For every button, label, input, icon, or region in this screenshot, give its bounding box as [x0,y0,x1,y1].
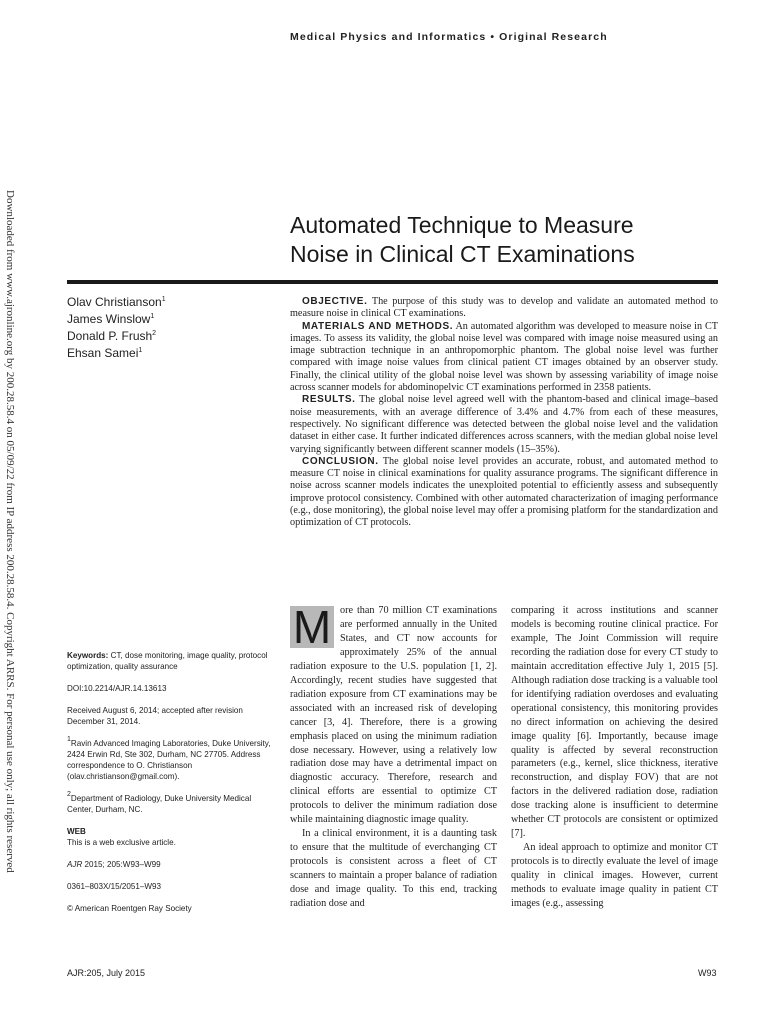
abstract [290,296,718,530]
author: Olav Christianson$^1$ [67,295,166,309]
abstract-conclusion [290,456,718,530]
author: James Winslow$^1$ [67,312,155,326]
article-title [290,211,730,269]
title-line-2: Noise in Clinical CT Examinations [290,241,635,267]
objective-text: The purpose of this study was to develop and validate an automated method to measure noise in clinical CT examinations. [290,296,718,320]
title-rule [67,280,718,284]
abstract-results [290,394,718,455]
citation: AJR 2015; 205:W93–W99 [67,860,161,869]
body-column-1 [290,601,497,911]
article-info-sidebar [67,650,277,925]
author: Donald P. Frush$^2$ [67,329,157,343]
body-paragraph: comparing it across institutions and scanner models is becoming routine clinical practice. For example, The Joint Commission will require recording the radiation dose for every CT study to maintain accreditation effective July 1, 2015 [5]. Although radiation dose tracking is a valuable tool for identifying radiation overdoses and evaluating operational consistency, this monitoring provides no direct information on achieving the desired image quality [6]. Importantly, because image quality is affected by several reconstruction parameters (e.g., kernel, slice thickness, iterative reconstruction, and display FOV) that are not factors in the delivered radiation dose, radiation dose tracking alone is insufficient to determine whether CT protocols are consistent or optimized [7]. [511,605,718,840]
abstract-objective [290,296,718,321]
issn: 0361–803X/15/2051–W93 [67,882,162,891]
body-paragraph: An ideal approach to optimize and monitor CT protocols is to directly evaluate the level of image quality in clinical images. However, current methods to evaluate image quality in patient CT images (e.g., assessing [511,842,718,910]
title-line-1: Automated Technique to Measure [290,212,634,238]
conclusion-label: CONCLUSION. [302,455,379,467]
web-label: WEB [67,827,86,836]
running-head: Medical Physics and Informatics • Original Research [290,31,608,43]
received-dates: Received August 6, 2014; accepted after revision December 31, 2014. [67,706,243,726]
affiliation-1: $^1$Ravin Advanced Imaging Laboratories, Duke University, 2424 Erwin Rd, Ste 302, Durham, NC 27705. Address correspondence to O. Christianson (olav.christianson@gmail.com). [67,736,271,781]
conclusion-text: The global noise level provides an accurate, robust, and automated method to measure CT noise in clinical examinations for quality assurance programs. The significant difference in noise across scanner models indicates the unexploited potential to efficiently assess and subsequently improve protocol consistency. Combined with other automated characterization of imaging performance (e.g., dose monitoring), the global noise level may offer a promising platform for the standardization and optimization of CT protocols. [290,455,718,529]
footer-journal-issue: AJR:205, July 2015 [67,968,146,978]
keywords: Keywords: CT, dose monitoring, image quality, protocol optimization, quality assurance [67,651,268,671]
doi: DOI:10.2214/AJR.14.13613 [67,684,167,693]
download-watermark [2,190,22,873]
author: Ehsan Samei$^1$ [67,346,143,360]
results-text: The global noise level agreed well with the phantom-based and clinical image–based noise measurements, with an average difference of 3.4% and 4.7% from each of these measures, respectively. No significant difference was detected between the global noise level and the validation dataset in either case. It further indicated differences across scanners, with the median global noise level varying significantly between different scanner models (15–35%). [290,394,718,455]
download-watermark-text: Downloaded from www.ajronline.org by 200.28.58.4 on 05/09/22 from IP address 200.28.58.4. Copyright ARRS. For personal use only; all rights reserved [4,190,16,873]
abstract-methods [290,321,718,395]
results-label: RESULTS. [302,394,356,406]
copyright: © American Roentgen Ray Society [67,904,192,913]
objective-label: OBJECTIVE. [302,296,368,307]
methods-text: An automated algorithm was developed to measure noise in CT images. To assess its validity, the global noise level was compared with image noise measured using an image subtraction technique in an anthropomorphic phantom. The global noise level was further compared with image noise values from clinical patient CT images obtained by an observer study. Finally, the clinical utility of the global noise level was shown by assessing variability of image noise across scanner models for abdominopelvic CT examinations performed in 2358 patients. [290,320,719,394]
affiliation-2: $^2$Department of Radiology, Duke University Medical Center, Durham, NC. [67,791,252,814]
body-paragraph: ore than 70 million CT examinations are performed annually in the United States, and CT now accounts for approximately 25% of the annual radiation exposure to the U.S. population [1, 2]. Accordingly, recent studies have suggested that radiation exposure from CT examinations may be associated with an increased risk of developing cancer [3, 4]. Therefore, there is a growing emphasis placed on using the minimum radiation dose necessary. However, using a relatively low radiation dose may have a detrimental impact on diagnostic accuracy. Therefore, research and clinical efforts are essential to optimize CT protocols to deliver the minimum radiation dose while maintaining diagnostic image quality. [290,605,497,826]
drop-cap: M [290,606,334,648]
body-paragraph: In a clinical environment, it is a daunting task to ensure that the multitude of everchanging CT protocols is consistent across a fleet of CT scanners to maintain a proper balance of radiation dose and image quality. To this end, tracking radiation dose and [290,828,497,910]
body-column-2 [511,604,718,911]
web-text: This is a web exclusive article. [67,838,176,847]
author-list [67,294,166,362]
methods-label: MATERIALS AND METHODS. [302,320,454,332]
footer-page-number: W93 [698,968,717,978]
